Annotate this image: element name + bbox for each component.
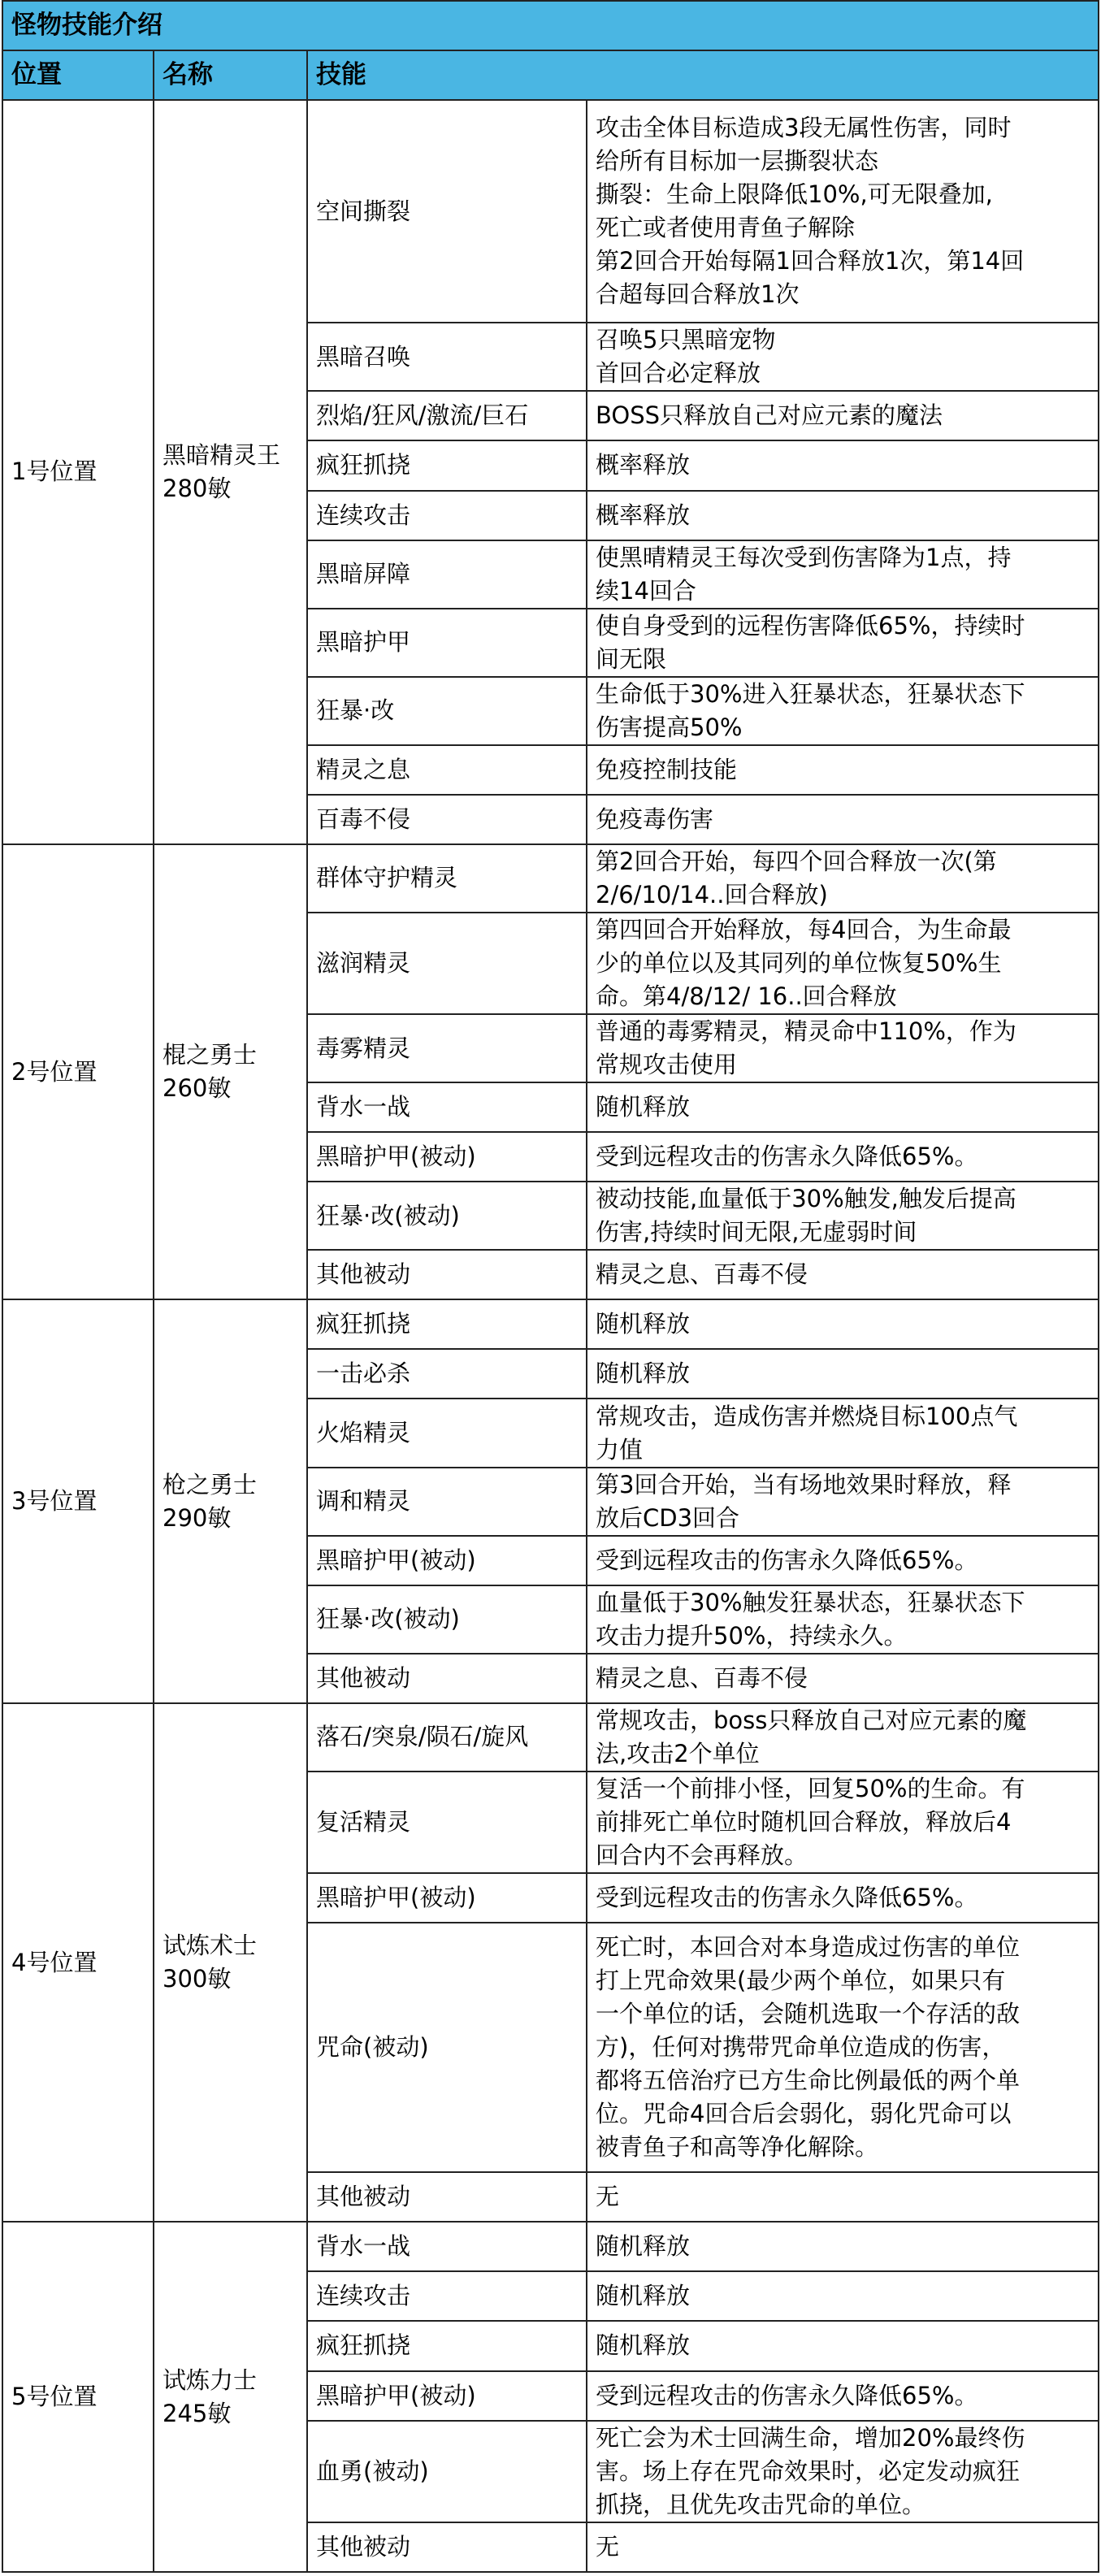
skill-name-cell: 背水一战	[307, 2222, 587, 2271]
skill-desc-line: 被动技能,血量低于30%触发,触发后提高	[596, 1185, 1016, 1213]
skill-name-cell: 烈焰/狂风/激流/巨石	[307, 391, 587, 440]
skill-desc-cell	[587, 2321, 1099, 2370]
skill-desc-cell	[587, 795, 1099, 844]
skill-desc-line: 普通的毒雾精灵，精灵命中110%，作为	[596, 1017, 1016, 1046]
skill-desc-line: 无	[596, 2532, 620, 2561]
skill-desc-cell	[587, 1132, 1099, 1182]
skill-desc-line: 精灵之息、百毒不侵	[596, 1260, 808, 1289]
header-row	[2, 50, 1099, 100]
position-cell: 2号位置	[2, 844, 154, 1299]
skill-desc-line: 一个单位的话，会随机选取一个存活的敌	[596, 2000, 1021, 2028]
skill-desc-line: 常规攻击，boss只释放自己对应元素的魔	[596, 1706, 1027, 1734]
skill-name-cell: 黑暗护甲(被动)	[307, 2371, 587, 2421]
position-cell: 3号位置	[2, 1299, 154, 1702]
skill-desc-line: 随机释放	[596, 1360, 691, 1388]
skill-desc-line: 2/6/10/14..回合释放)	[596, 880, 828, 909]
skill-desc-line: 第四回合开始释放，每4回合，为生命最	[596, 916, 1012, 944]
skill-desc-line: 生命低于30%进入狂暴状态，狂暴状态下	[596, 679, 1025, 708]
monster-speed: 245敏	[163, 2399, 232, 2427]
skill-desc-line: 死亡时，本回合对本身造成过伤害的单位	[596, 1933, 1021, 1962]
skill-desc-line: 合超每回合释放1次	[596, 280, 800, 309]
skill-desc-line: 第2回合开始，每四个回合释放一次(第	[596, 847, 997, 875]
skill-name-cell: 黑暗护甲(被动)	[307, 1873, 587, 1923]
skill-name-cell: 狂暴·改	[307, 677, 587, 745]
skill-name-cell: 一击必杀	[307, 1349, 587, 1399]
skill-desc-line: 随机释放	[596, 1093, 691, 1121]
monster-skills-table	[2, 0, 1099, 2573]
skill-desc-line: 害。场上存在咒命效果时，必定发动疯狂	[596, 2457, 1021, 2485]
skill-name-cell: 火焰精灵	[307, 1399, 587, 1467]
monster-speed: 260敏	[163, 1074, 232, 1103]
skill-desc-line: 受到远程攻击的伤害永久降低65%。	[596, 1143, 978, 1171]
skill-desc-cell	[587, 1014, 1099, 1082]
skill-name-cell: 群体守护精灵	[307, 844, 587, 913]
skill-desc-line: 伤害,持续时间无限,无虚弱时间	[596, 1218, 917, 1247]
skill-desc-cell	[587, 100, 1099, 323]
skill-desc-cell	[587, 844, 1099, 913]
skill-desc-line: 续14回合	[596, 576, 696, 605]
skill-desc-cell	[587, 2172, 1099, 2222]
skill-desc-cell	[587, 391, 1099, 440]
skill-desc-line: 撕裂：生命上限降低10%,可无限叠加,	[596, 180, 993, 209]
skill-desc-line: 首回合必定释放	[596, 359, 761, 388]
skill-desc-cell	[587, 491, 1099, 540]
skill-name-cell: 黑暗屏障	[307, 540, 587, 609]
position-cell: 1号位置	[2, 100, 154, 844]
skill-name-cell: 疯狂抓挠	[307, 1299, 587, 1349]
skill-desc-line: 概率释放	[596, 501, 691, 529]
skill-name-cell: 狂暴·改(被动)	[307, 1585, 587, 1654]
skill-desc-line: 概率释放	[596, 451, 691, 479]
skill-desc-cell	[587, 1082, 1099, 1132]
skill-desc-line: 放后CD3回合	[596, 1503, 740, 1532]
skill-name-cell: 精灵之息	[307, 745, 587, 795]
skill-desc-cell	[587, 913, 1099, 1014]
skill-name-cell: 疯狂抓挠	[307, 2321, 587, 2370]
monster-name-cell	[154, 2222, 307, 2572]
skill-desc-line: 被青鱼子和高等净化解除。	[596, 2133, 879, 2162]
skill-desc-cell	[587, 1703, 1099, 1772]
skill-desc-line: 第3回合开始，当有场地效果时释放，释	[596, 1470, 1012, 1498]
skill-name-cell: 连续攻击	[307, 491, 587, 540]
monster-name: 枪之勇士	[163, 1470, 258, 1498]
skill-desc-line: 位。咒命4回合后会弱化，弱化咒命可以	[596, 2100, 1012, 2128]
skill-desc-line: 常规攻击，造成伤害并燃烧目标100点气	[596, 1402, 1018, 1430]
skill-name-cell: 咒命(被动)	[307, 1923, 587, 2172]
skill-desc-cell	[587, 1349, 1099, 1399]
skill-desc-cell	[587, 1873, 1099, 1923]
skill-name-cell: 毒雾精灵	[307, 1014, 587, 1082]
skill-desc-cell	[587, 677, 1099, 745]
skill-desc-cell	[587, 540, 1099, 609]
skill-desc-line: 打上咒命效果(最少两个单位，如果只有	[596, 1967, 1006, 1995]
skill-desc-line: 抓挠，且优先攻击咒命的单位。	[596, 2490, 926, 2518]
skill-desc-cell	[587, 440, 1099, 490]
skill-desc-line: 间无限	[596, 644, 667, 673]
skill-name-cell: 疯狂抓挠	[307, 440, 587, 490]
skill-desc-line: 受到远程攻击的伤害永久降低65%。	[596, 1546, 978, 1574]
skill-name-cell: 背水一战	[307, 1082, 587, 1132]
skill-desc-line: 第2回合开始每隔1回合释放1次，第14回	[596, 247, 1025, 275]
skill-desc-cell	[587, 2421, 1099, 2522]
skill-desc-line: 法,攻击2个单位	[596, 1739, 760, 1767]
position-cell: 4号位置	[2, 1703, 154, 2223]
skill-desc-cell	[587, 1250, 1099, 1299]
table-row	[2, 1703, 1099, 1772]
skill-desc-cell	[587, 1923, 1099, 2172]
header-name: 名称	[154, 50, 307, 100]
monster-name-cell	[154, 1299, 307, 1702]
skill-desc-line: 前排死亡单位时随机回合释放，释放后4	[596, 1807, 1012, 1836]
skill-desc-cell	[587, 2522, 1099, 2572]
monster-speed: 290敏	[163, 1503, 232, 1532]
skill-desc-line: 随机释放	[596, 2232, 691, 2261]
skill-desc-cell	[587, 745, 1099, 795]
header-skill: 技能	[307, 50, 1099, 100]
skill-desc-cell	[587, 1585, 1099, 1654]
skill-desc-line: 方)，任何对携带咒命单位造成的伤害，	[596, 2033, 1006, 2062]
skill-desc-line: 力值	[596, 1435, 644, 1464]
skill-desc-cell	[587, 2271, 1099, 2321]
position-cell: 5号位置	[2, 2222, 154, 2572]
monster-name: 黑暗精灵王	[163, 440, 281, 469]
skill-name-cell: 空间撕裂	[307, 100, 587, 323]
skill-name-cell: 狂暴·改(被动)	[307, 1182, 587, 1250]
skill-name-cell: 黑暗护甲(被动)	[307, 1536, 587, 1585]
monster-speed: 280敏	[163, 474, 232, 502]
skill-desc-line: 常规攻击使用	[596, 1051, 738, 1079]
monster-name-cell	[154, 1703, 307, 2223]
table-row	[2, 844, 1099, 913]
skill-name-cell: 黑暗召唤	[307, 323, 587, 391]
skill-desc-line: 随机释放	[596, 1310, 691, 1338]
skill-desc-line: 复活一个前排小怪，回复50%的生命。有	[596, 1774, 1025, 1802]
skill-desc-line: 随机释放	[596, 2282, 691, 2310]
skill-desc-cell	[587, 1536, 1099, 1585]
skill-name-cell: 黑暗护甲	[307, 609, 587, 677]
skill-desc-line: 少的单位以及其同列的单位恢复50%生	[596, 949, 1002, 978]
title-row	[2, 1, 1099, 50]
skill-desc-line: 受到远程攻击的伤害永久降低65%。	[596, 1884, 978, 1911]
skill-name-cell: 其他被动	[307, 1654, 587, 1703]
header-position: 位置	[2, 50, 154, 100]
skill-desc-line: 给所有目标加一层撕裂状态	[596, 147, 879, 176]
skill-desc-line: BOSS只释放自己对应元素的魔法	[596, 401, 943, 430]
monster-name: 试炼术士	[163, 1932, 258, 1960]
monster-speed: 300敏	[163, 1965, 232, 1993]
skill-desc-line: 血量低于30%触发狂暴状态，狂暴状态下	[596, 1588, 1025, 1616]
skill-desc-line: 召唤5只黑暗宠物	[596, 326, 776, 354]
skill-name-cell: 其他被动	[307, 2172, 587, 2222]
skill-desc-line: 精灵之息、百毒不侵	[596, 1663, 808, 1692]
skill-name-cell: 复活精灵	[307, 1772, 587, 1873]
skill-desc-line: 回合内不会再释放。	[596, 1841, 808, 1869]
skill-desc-cell	[587, 1399, 1099, 1467]
skill-desc-line: 免疫控制技能	[596, 755, 738, 783]
skill-desc-line: 使黑晴精灵王每次受到伤害降为1点，持	[596, 543, 1012, 571]
table-row	[2, 1299, 1099, 1349]
skill-desc-cell	[587, 1299, 1099, 1349]
monster-name: 棍之勇士	[163, 1041, 258, 1069]
skill-desc-cell	[587, 1772, 1099, 1873]
skill-name-cell: 调和精灵	[307, 1468, 587, 1536]
skill-desc-line: 死亡会为术士回满生命，增加20%最终伤	[596, 2423, 1025, 2452]
skill-desc-cell	[587, 1182, 1099, 1250]
skill-desc-cell	[587, 2371, 1099, 2421]
skill-desc-line: 攻击全体目标造成3段无属性伤害，同时	[596, 114, 1012, 142]
skill-name-cell: 百毒不侵	[307, 795, 587, 844]
skill-name-cell: 黑暗护甲(被动)	[307, 1132, 587, 1182]
table-title: 怪物技能介绍	[2, 1, 1099, 50]
skill-desc-line: 都将五倍治疗已方生命比例最低的两个单	[596, 2066, 1021, 2095]
skill-name-cell: 落石/突泉/陨石/旋风	[307, 1703, 587, 1772]
skill-name-cell: 血勇(被动)	[307, 2421, 587, 2522]
skill-name-cell: 滋润精灵	[307, 913, 587, 1014]
table-row	[2, 2222, 1099, 2271]
skill-desc-line: 无	[596, 2183, 620, 2211]
skill-desc-cell	[587, 2222, 1099, 2271]
skill-desc-line: 死亡或者使用青鱼子解除	[596, 214, 856, 242]
skill-desc-cell	[587, 1654, 1099, 1703]
skill-desc-cell	[587, 1468, 1099, 1536]
skill-desc-cell	[587, 323, 1099, 391]
skill-desc-line: 受到远程攻击的伤害永久降低65%。	[596, 2381, 978, 2409]
monster-name: 试炼力士	[163, 2366, 258, 2394]
skill-desc-line: 免疫毒伤害	[596, 804, 714, 833]
monster-name-cell	[154, 100, 307, 844]
table-row	[2, 100, 1099, 323]
skill-desc-line: 命。第4/8/12/ 16..回合释放	[596, 982, 897, 1011]
skill-name-cell: 其他被动	[307, 1250, 587, 1299]
skill-desc-line: 伤害提高50%	[596, 713, 743, 741]
monster-name-cell	[154, 844, 307, 1299]
skill-name-cell: 连续攻击	[307, 2271, 587, 2321]
skill-desc-line: 使自身受到的远程伤害降低65%，持续时	[596, 611, 1025, 640]
skill-desc-cell	[587, 609, 1099, 677]
skill-desc-line: 随机释放	[596, 2331, 691, 2360]
skill-name-cell: 其他被动	[307, 2522, 587, 2572]
skill-desc-line: 攻击力提升50%，持续永久。	[596, 1621, 908, 1650]
